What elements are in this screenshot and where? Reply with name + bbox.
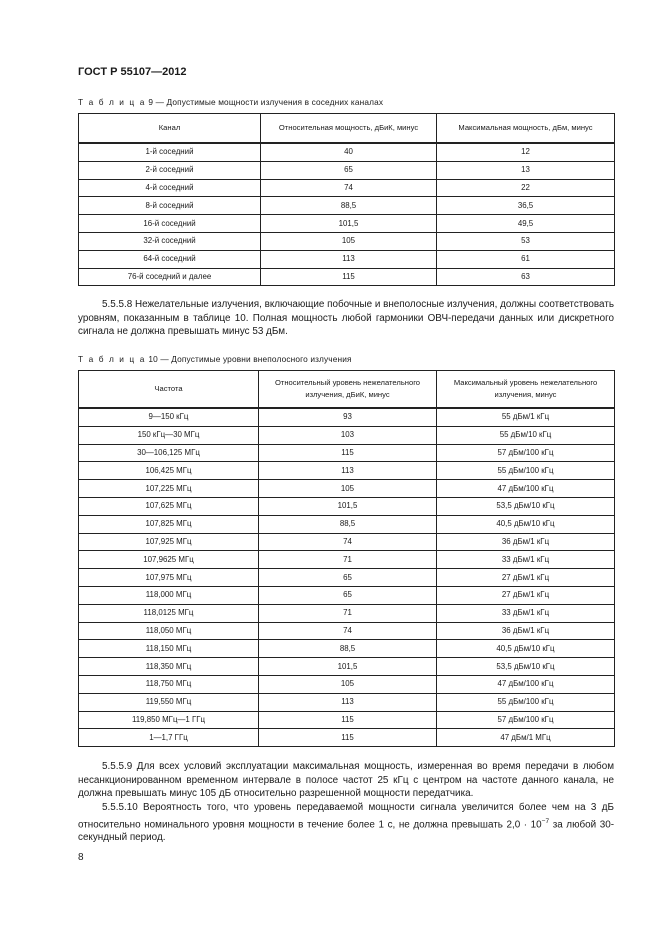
max-power-cell: 61 bbox=[437, 250, 615, 268]
frequency-cell: 30—106,125 МГц bbox=[79, 444, 259, 462]
table-row bbox=[79, 143, 615, 161]
channel-cell: 1-й соседний bbox=[79, 143, 261, 161]
channel-cell: 8-й соседний bbox=[79, 197, 261, 215]
max-level-cell: 55 дБм/1 кГц bbox=[437, 408, 615, 426]
relative-level-cell: 101,5 bbox=[259, 658, 437, 676]
relative-level-cell: 71 bbox=[259, 604, 437, 622]
max-level-cell: 47 дБм/1 МГц bbox=[437, 729, 615, 747]
relative-level-cell: 93 bbox=[259, 408, 437, 426]
frequency-cell: 9—150 кГц bbox=[79, 408, 259, 426]
max-level-cell: 55 дБм/100 кГц bbox=[437, 462, 615, 480]
paragraph-5-5-5-10-text bbox=[78, 801, 614, 845]
table-row bbox=[79, 658, 615, 676]
channel-cell: 32-й соседний bbox=[79, 232, 261, 250]
max-level-cell: 33 дБм/1 кГц bbox=[437, 604, 615, 622]
max-power-cell: 53 bbox=[437, 232, 615, 250]
table-row bbox=[79, 515, 615, 533]
frequency-cell: 150 кГц—30 МГц bbox=[79, 426, 259, 444]
max-level-cell: 40,5 дБм/10 кГц bbox=[437, 640, 615, 658]
table9-caption-text: 9 — Допустимые мощности излучения в соседних каналах bbox=[148, 97, 384, 107]
paragraph-5-5-5-10-exponent: −7 bbox=[541, 817, 550, 825]
max-power-cell: 49,5 bbox=[437, 215, 615, 233]
table-row bbox=[79, 161, 615, 179]
relative-level-cell: 115 bbox=[259, 729, 437, 747]
table10 bbox=[78, 370, 615, 747]
max-level-cell: 40,5 дБм/10 кГц bbox=[437, 515, 615, 533]
table9-col-max-power: Максимальная мощность, дБм, минус bbox=[437, 114, 615, 144]
paragraph-5-5-5-8-text: 5.5.5.8 Нежелательные излучения, включающие побочные и внеполосные излучения, должны соответствовать уровням, показанным в таблице 10. Полная мощность любой гармоники ОВЧ-передачи данных или дискретного сигнала не должна превышать минус 53 дБм. bbox=[78, 299, 615, 338]
frequency-cell: 118,150 МГц bbox=[79, 640, 259, 658]
max-level-cell: 55 дБм/100 кГц bbox=[437, 693, 615, 711]
table-row bbox=[79, 268, 615, 286]
table-row bbox=[79, 729, 615, 747]
table-row bbox=[79, 215, 615, 233]
frequency-cell: 118,0125 МГц bbox=[79, 604, 259, 622]
frequency-cell: 119,550 МГц bbox=[79, 693, 259, 711]
max-power-cell: 12 bbox=[437, 143, 615, 161]
max-level-cell: 27 дБм/1 кГц bbox=[437, 586, 615, 604]
table-row bbox=[79, 462, 615, 480]
max-power-cell: 63 bbox=[437, 268, 615, 286]
max-level-cell: 57 дБм/100 кГц bbox=[437, 444, 615, 462]
table-row bbox=[79, 693, 615, 711]
channel-cell: 2-й соседний bbox=[79, 161, 261, 179]
max-level-cell: 53,5 дБм/10 кГц bbox=[437, 497, 615, 515]
table-row bbox=[79, 604, 615, 622]
paragraph-5-5-5-9-text: 5.5.5.9 Для всех условий эксплуатации максимальная мощность, измеренная во время передачи в любом несанкционированном временном интервале в полосе частот 25 кГц с центром на частоте данного канала, не должна превышать минус 105 дБ относительно разрешенной мощности передатчика. bbox=[78, 761, 614, 800]
relative-level-cell: 105 bbox=[259, 675, 437, 693]
table10-header-row bbox=[79, 371, 615, 409]
table10-caption-label: Т а б л и ц а bbox=[78, 354, 146, 364]
channel-cell: 64-й соседний bbox=[79, 250, 261, 268]
relative-level-cell: 115 bbox=[259, 444, 437, 462]
frequency-cell: 107,225 МГц bbox=[79, 480, 259, 498]
max-level-cell: 47 дБм/100 кГц bbox=[437, 675, 615, 693]
paragraph-5-5-5-9 bbox=[78, 760, 614, 801]
relative-level-cell: 74 bbox=[259, 533, 437, 551]
table-row bbox=[79, 622, 615, 640]
table-row bbox=[79, 250, 615, 268]
table-row bbox=[79, 408, 615, 426]
frequency-cell: 119,850 МГц—1 ГГц bbox=[79, 711, 259, 729]
frequency-cell: 107,975 МГц bbox=[79, 569, 259, 587]
relative-power-cell: 113 bbox=[261, 250, 437, 268]
relative-level-cell: 113 bbox=[259, 693, 437, 711]
relative-level-cell: 88,5 bbox=[259, 515, 437, 533]
table-row bbox=[79, 497, 615, 515]
max-level-cell: 33 дБм/1 кГц bbox=[437, 551, 615, 569]
max-level-cell: 36 дБм/1 кГц bbox=[437, 533, 615, 551]
document-header: ГОСТ Р 55107—2012 bbox=[78, 66, 187, 78]
channel-cell: 76-й соседний и далее bbox=[79, 268, 261, 286]
table10-body bbox=[79, 408, 615, 747]
table-row bbox=[79, 444, 615, 462]
table9-header-row bbox=[79, 114, 615, 144]
relative-level-cell: 65 bbox=[259, 586, 437, 604]
frequency-cell: 107,625 МГц bbox=[79, 497, 259, 515]
table9-body bbox=[79, 143, 615, 286]
table9-caption bbox=[78, 97, 383, 107]
max-power-cell: 13 bbox=[437, 161, 615, 179]
table-row bbox=[79, 640, 615, 658]
frequency-cell: 107,825 МГц bbox=[79, 515, 259, 533]
table9-caption-label: Т а б л и ц а bbox=[78, 97, 146, 107]
frequency-cell: 107,925 МГц bbox=[79, 533, 259, 551]
max-power-cell: 36,5 bbox=[437, 197, 615, 215]
table9-col-relative-power: Относительная мощность, дБиК, минус bbox=[261, 114, 437, 144]
table9-col-channel: Канал bbox=[79, 114, 261, 144]
max-level-cell: 47 дБм/100 кГц bbox=[437, 480, 615, 498]
relative-level-cell: 113 bbox=[259, 462, 437, 480]
channel-cell: 4-й соседний bbox=[79, 179, 261, 197]
relative-power-cell: 105 bbox=[261, 232, 437, 250]
frequency-cell: 1—1,7 ГГц bbox=[79, 729, 259, 747]
relative-level-cell: 71 bbox=[259, 551, 437, 569]
table10-col-max-level: Максимальный уровень нежелательного излучения, минус bbox=[437, 371, 615, 409]
relative-power-cell: 88,5 bbox=[261, 197, 437, 215]
relative-level-cell: 65 bbox=[259, 569, 437, 587]
relative-power-cell: 115 bbox=[261, 268, 437, 286]
page-number: 8 bbox=[78, 852, 84, 863]
frequency-cell: 118,750 МГц bbox=[79, 675, 259, 693]
paragraph-5-5-5-10-tail: за любой 30-секундный период. bbox=[78, 818, 615, 844]
table10-caption bbox=[78, 354, 352, 364]
table-row bbox=[79, 232, 615, 250]
frequency-cell: 107,9625 МГц bbox=[79, 551, 259, 569]
table-row bbox=[79, 197, 615, 215]
max-level-cell: 57 дБм/100 кГц bbox=[437, 711, 615, 729]
paragraph-5-5-5-8 bbox=[78, 298, 614, 339]
table-row bbox=[79, 569, 615, 587]
frequency-cell: 118,000 МГц bbox=[79, 586, 259, 604]
table-row bbox=[79, 533, 615, 551]
frequency-cell: 106,425 МГц bbox=[79, 462, 259, 480]
table-row bbox=[79, 179, 615, 197]
relative-power-cell: 74 bbox=[261, 179, 437, 197]
table-row bbox=[79, 711, 615, 729]
max-level-cell: 55 дБм/10 кГц bbox=[437, 426, 615, 444]
relative-level-cell: 105 bbox=[259, 480, 437, 498]
table10-col-frequency: Частота bbox=[79, 371, 259, 409]
max-level-cell: 27 дБм/1 кГц bbox=[437, 569, 615, 587]
relative-level-cell: 115 bbox=[259, 711, 437, 729]
relative-power-cell: 101,5 bbox=[261, 215, 437, 233]
frequency-cell: 118,350 МГц bbox=[79, 658, 259, 676]
relative-power-cell: 40 bbox=[261, 143, 437, 161]
relative-power-cell: 65 bbox=[261, 161, 437, 179]
max-level-cell: 36 дБм/1 кГц bbox=[437, 622, 615, 640]
table-row bbox=[79, 480, 615, 498]
channel-cell: 16-й соседний bbox=[79, 215, 261, 233]
table10-caption-text: 10 — Допустимые уровни внеполосного излучения bbox=[148, 354, 352, 364]
relative-level-cell: 74 bbox=[259, 622, 437, 640]
frequency-cell: 118,050 МГц bbox=[79, 622, 259, 640]
paragraph-5-5-5-10-main: 5.5.5.10 Вероятность того, что уровень передаваемой мощности сигнала увеличится более чем на 3 дБ относительно номинального уровня мощности в течение более 1 с, не должна превышать 2,0 · 10 bbox=[78, 802, 614, 830]
table10-col-relative-level: Относительный уровень нежелательного излучения, дБиК, минус bbox=[259, 371, 437, 409]
max-level-cell: 53,5 дБм/10 кГц bbox=[437, 658, 615, 676]
table9 bbox=[78, 113, 615, 286]
relative-level-cell: 103 bbox=[259, 426, 437, 444]
table-row bbox=[79, 551, 615, 569]
max-power-cell: 22 bbox=[437, 179, 615, 197]
paragraph-5-5-5-10 bbox=[78, 801, 614, 845]
relative-level-cell: 101,5 bbox=[259, 497, 437, 515]
relative-level-cell: 88,5 bbox=[259, 640, 437, 658]
table-row bbox=[79, 586, 615, 604]
table-row bbox=[79, 675, 615, 693]
table-row bbox=[79, 426, 615, 444]
